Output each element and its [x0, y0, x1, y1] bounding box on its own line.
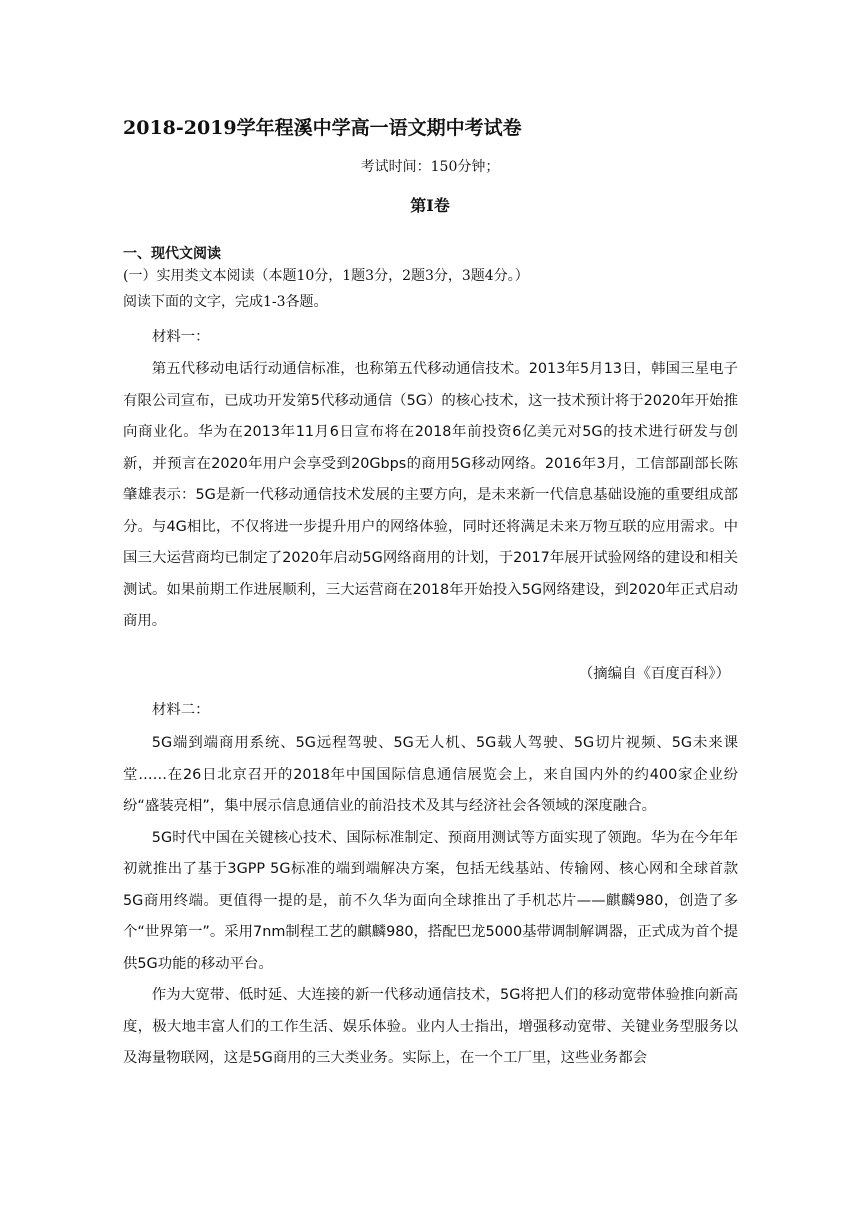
material-2-body	[123, 728, 738, 1075]
exam-duration: 考试时间：150分钟；	[360, 159, 500, 175]
material-2-paragraph: 5G时代中国在关键核心技术、国际标准制定、预商用测试等方面实现了领跑。华为在今年年初就推出了基于3GPP 5G标准的端到端解决方案，包括无线基站、传输网、核心网和全球首款5G商用终端。更值得一提的是，前不久华为面向全球推出了手机芯片——麒麟980，创造了多个“世界第一”。采用7nm制程工艺的麒麟980，搭配巴龙5000基带调制解调器，正式成为首个提供5G功能的移动平台。	[123, 829, 738, 972]
subsection-heading: (一）实用类文本阅读（本题10分，1题3分，2题3分，3题4分。）	[123, 268, 529, 284]
material-1-body	[123, 354, 738, 638]
material-1-paragraph: 第五代移动电话行动通信标准，也称第五代移动通信技术。2013年5月13日，韩国三星电子有限公司宣布，已成功开发第5代移动通信（5G）的核心技术，这一技术预计将于2020年开始推向商业化。华为在2013年11月6日宣布将在2018年前投资6亿美元对5G的技术进行研发与创新，并预言在2020年用户会享受到20Gbps的商用5G移动网络。2016年3月，工信部副部长陈肇雄表示：5G是新一代移动通信技术发展的主要方向，是未来新一代信息基础设施的重要组成部分。与4G相比，不仅将进一步提升用户的网络体验，同时还将满足未来万物互联的应用需求。中国三大运营商均已制定了2020年启动5G网络商用的计划，于2017年展开试验网络的建设和相关测试。如果前期工作进展顺利，三大运营商在2018年开始投入5G网络建设，到2020年正式启动商用。	[123, 361, 738, 629]
material-2-paragraph: 5G端到端商用系统、5G远程驾驶、5G无人机、5G载人驾驶、5G切片视频、5G未来课堂……在26日北京召开的2018年中国国际信息通信展览会上，来自国内外的约400家企业纷纷“盛装亮相”，集中展示信息通信业的前沿技术及其与经济社会各领域的深度融合。	[123, 735, 738, 814]
volume-heading: 第Ⅰ卷	[410, 196, 450, 215]
material-2-paragraph: 作为大宽带、低时延、大连接的新一代移动通信技术，5G将把人们的移动宽带体验推向新高度，极大地丰富人们的工作生活、娱乐体验。业内人士指出，增强移动宽带、关键业务型服务以及海量物联网，这是5G商用的三大类业务。实际上，在一个工厂里，这些业务都会	[123, 987, 738, 1066]
material-1-source: （摘编自《百度百科》）	[578, 666, 730, 682]
reading-instruction: 阅读下面的文字，完成1-3各题。	[123, 294, 328, 310]
exam-title: 2018-2019学年程溪中学高一语文期中考试卷	[123, 117, 522, 139]
material-1-label: 材料一：	[152, 329, 210, 345]
section-heading: 一、现代文阅读	[123, 246, 221, 262]
material-2-label: 材料二：	[152, 702, 210, 718]
